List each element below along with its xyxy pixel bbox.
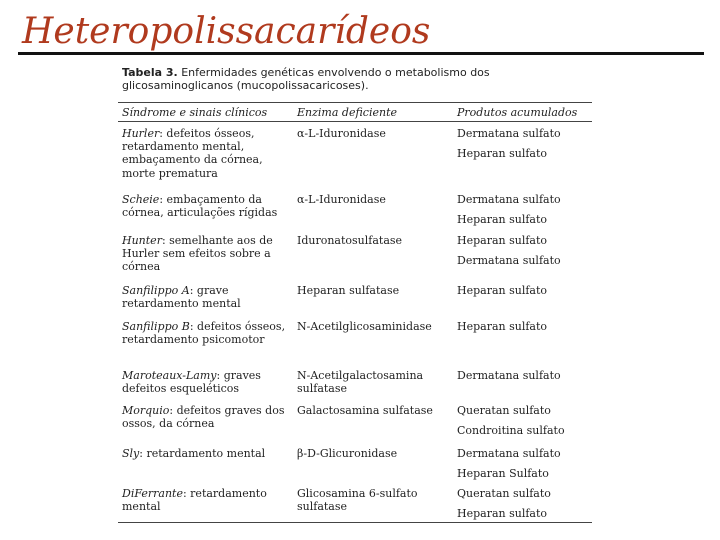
syndrome-cell [122, 447, 292, 460]
syndrome-name: Sanfilippo A [122, 284, 190, 297]
syndrome-signs: : grave retardamento mental [122, 284, 241, 311]
syndrome-name: DiFerrante [122, 487, 183, 500]
enzyme-cell: Galactosamina sulfatase [297, 404, 433, 417]
table-header-rule [118, 121, 592, 122]
product-item: Condroitina sulfato [457, 424, 565, 437]
header-enzyme: Enzima deficiente [297, 106, 398, 119]
syndrome-cell [122, 234, 292, 274]
products-cell [457, 281, 589, 301]
enzyme-cell: Iduronatosulfatase [297, 234, 403, 247]
table-caption-text: Enfermidades genéticas envolvendo o metabolismo dos glicosaminoglicanos (mucopolissacaricoses). [122, 66, 490, 92]
product-item: Dermatana sulfato [457, 193, 561, 206]
enzyme-cell: N-Acetilgalactosamina sulfatase [297, 369, 424, 396]
table-bottom-rule [118, 522, 592, 523]
syndrome-signs: : retardamento mental [122, 487, 267, 514]
syndrome-name: Sly [122, 447, 140, 460]
header-products: Produtos acumulados [457, 106, 578, 119]
syndrome-cell [122, 193, 292, 219]
enzyme-cell: α-L-Iduronidase [297, 193, 386, 206]
product-item: Heparan sulfato [457, 320, 548, 333]
mucopolysaccharidoses-table [118, 102, 592, 522]
header-syndrome: Síndrome e sinais clínicos [122, 106, 268, 119]
syndrome-signs: : defeitos ósseos, retardamento psicomotor [122, 320, 286, 347]
syndrome-signs: : embaçamento da córnea, articulações rígidas [122, 193, 278, 220]
syndrome-signs: : semelhante aos de Hurler sem efeitos sobre a córnea [122, 234, 273, 274]
products-cell [457, 401, 589, 441]
products-cell [457, 444, 589, 484]
table-caption [122, 66, 592, 92]
syndrome-name: Scheie [122, 193, 160, 206]
syndrome-name: Maroteaux-Lamy [122, 369, 217, 382]
title-underline [18, 52, 704, 55]
enzyme-cell: Heparan sulfatase [297, 284, 400, 297]
syndrome-cell [122, 487, 292, 513]
product-item: Dermatana sulfato [457, 127, 561, 140]
syndrome-cell [122, 284, 292, 310]
product-item: Heparan sulfato [457, 234, 548, 247]
syndrome-signs: : defeitos graves dos ossos, da córnea [122, 404, 285, 431]
product-item: Heparan Sulfato [457, 467, 549, 480]
product-item: Heparan sulfato [457, 284, 548, 297]
product-item: Queratan sulfato [457, 487, 551, 500]
syndrome-cell [122, 320, 292, 346]
syndrome-name: Morquio [122, 404, 170, 417]
product-item: Dermatana sulfato [457, 254, 561, 267]
syndrome-cell [122, 369, 292, 395]
products-cell [457, 231, 589, 271]
enzyme-cell: β-D-Glicuronidase [297, 447, 398, 460]
product-item: Queratan sulfato [457, 404, 551, 417]
products-cell [457, 190, 589, 230]
table-top-rule [118, 102, 592, 103]
syndrome-name: Sanfilippo B [122, 320, 190, 333]
product-item: Dermatana sulfato [457, 447, 561, 460]
products-cell [457, 484, 589, 524]
products-cell [457, 317, 589, 337]
enzyme-cell: N-Acetilglicosaminidase [297, 320, 432, 333]
syndrome-cell [122, 404, 292, 430]
product-item: Heparan sulfato [457, 147, 548, 160]
slide-title: Heteropolissacarídeos [22, 11, 431, 52]
table-caption-label: Tabela 3. [122, 66, 178, 79]
syndrome-name: Hurler [122, 127, 160, 140]
syndrome-signs: : defeitos ósseos, retardamento mental, embaçamento da córnea, morte prematura [122, 127, 263, 180]
product-item: Dermatana sulfato [457, 369, 561, 382]
syndrome-name: Hunter [122, 234, 162, 247]
syndrome-cell [122, 127, 292, 180]
product-item: Heparan sulfato [457, 507, 548, 520]
enzyme-cell: Glicosamina 6-sulfato sulfatase [297, 487, 418, 514]
syndrome-signs: : graves defeitos esqueléticos [122, 369, 261, 396]
syndrome-signs: : retardamento mental [139, 447, 266, 460]
products-cell [457, 366, 589, 386]
enzyme-cell: α-L-Iduronidase [297, 127, 386, 140]
product-item: Heparan sulfato [457, 213, 548, 226]
products-cell [457, 124, 589, 164]
